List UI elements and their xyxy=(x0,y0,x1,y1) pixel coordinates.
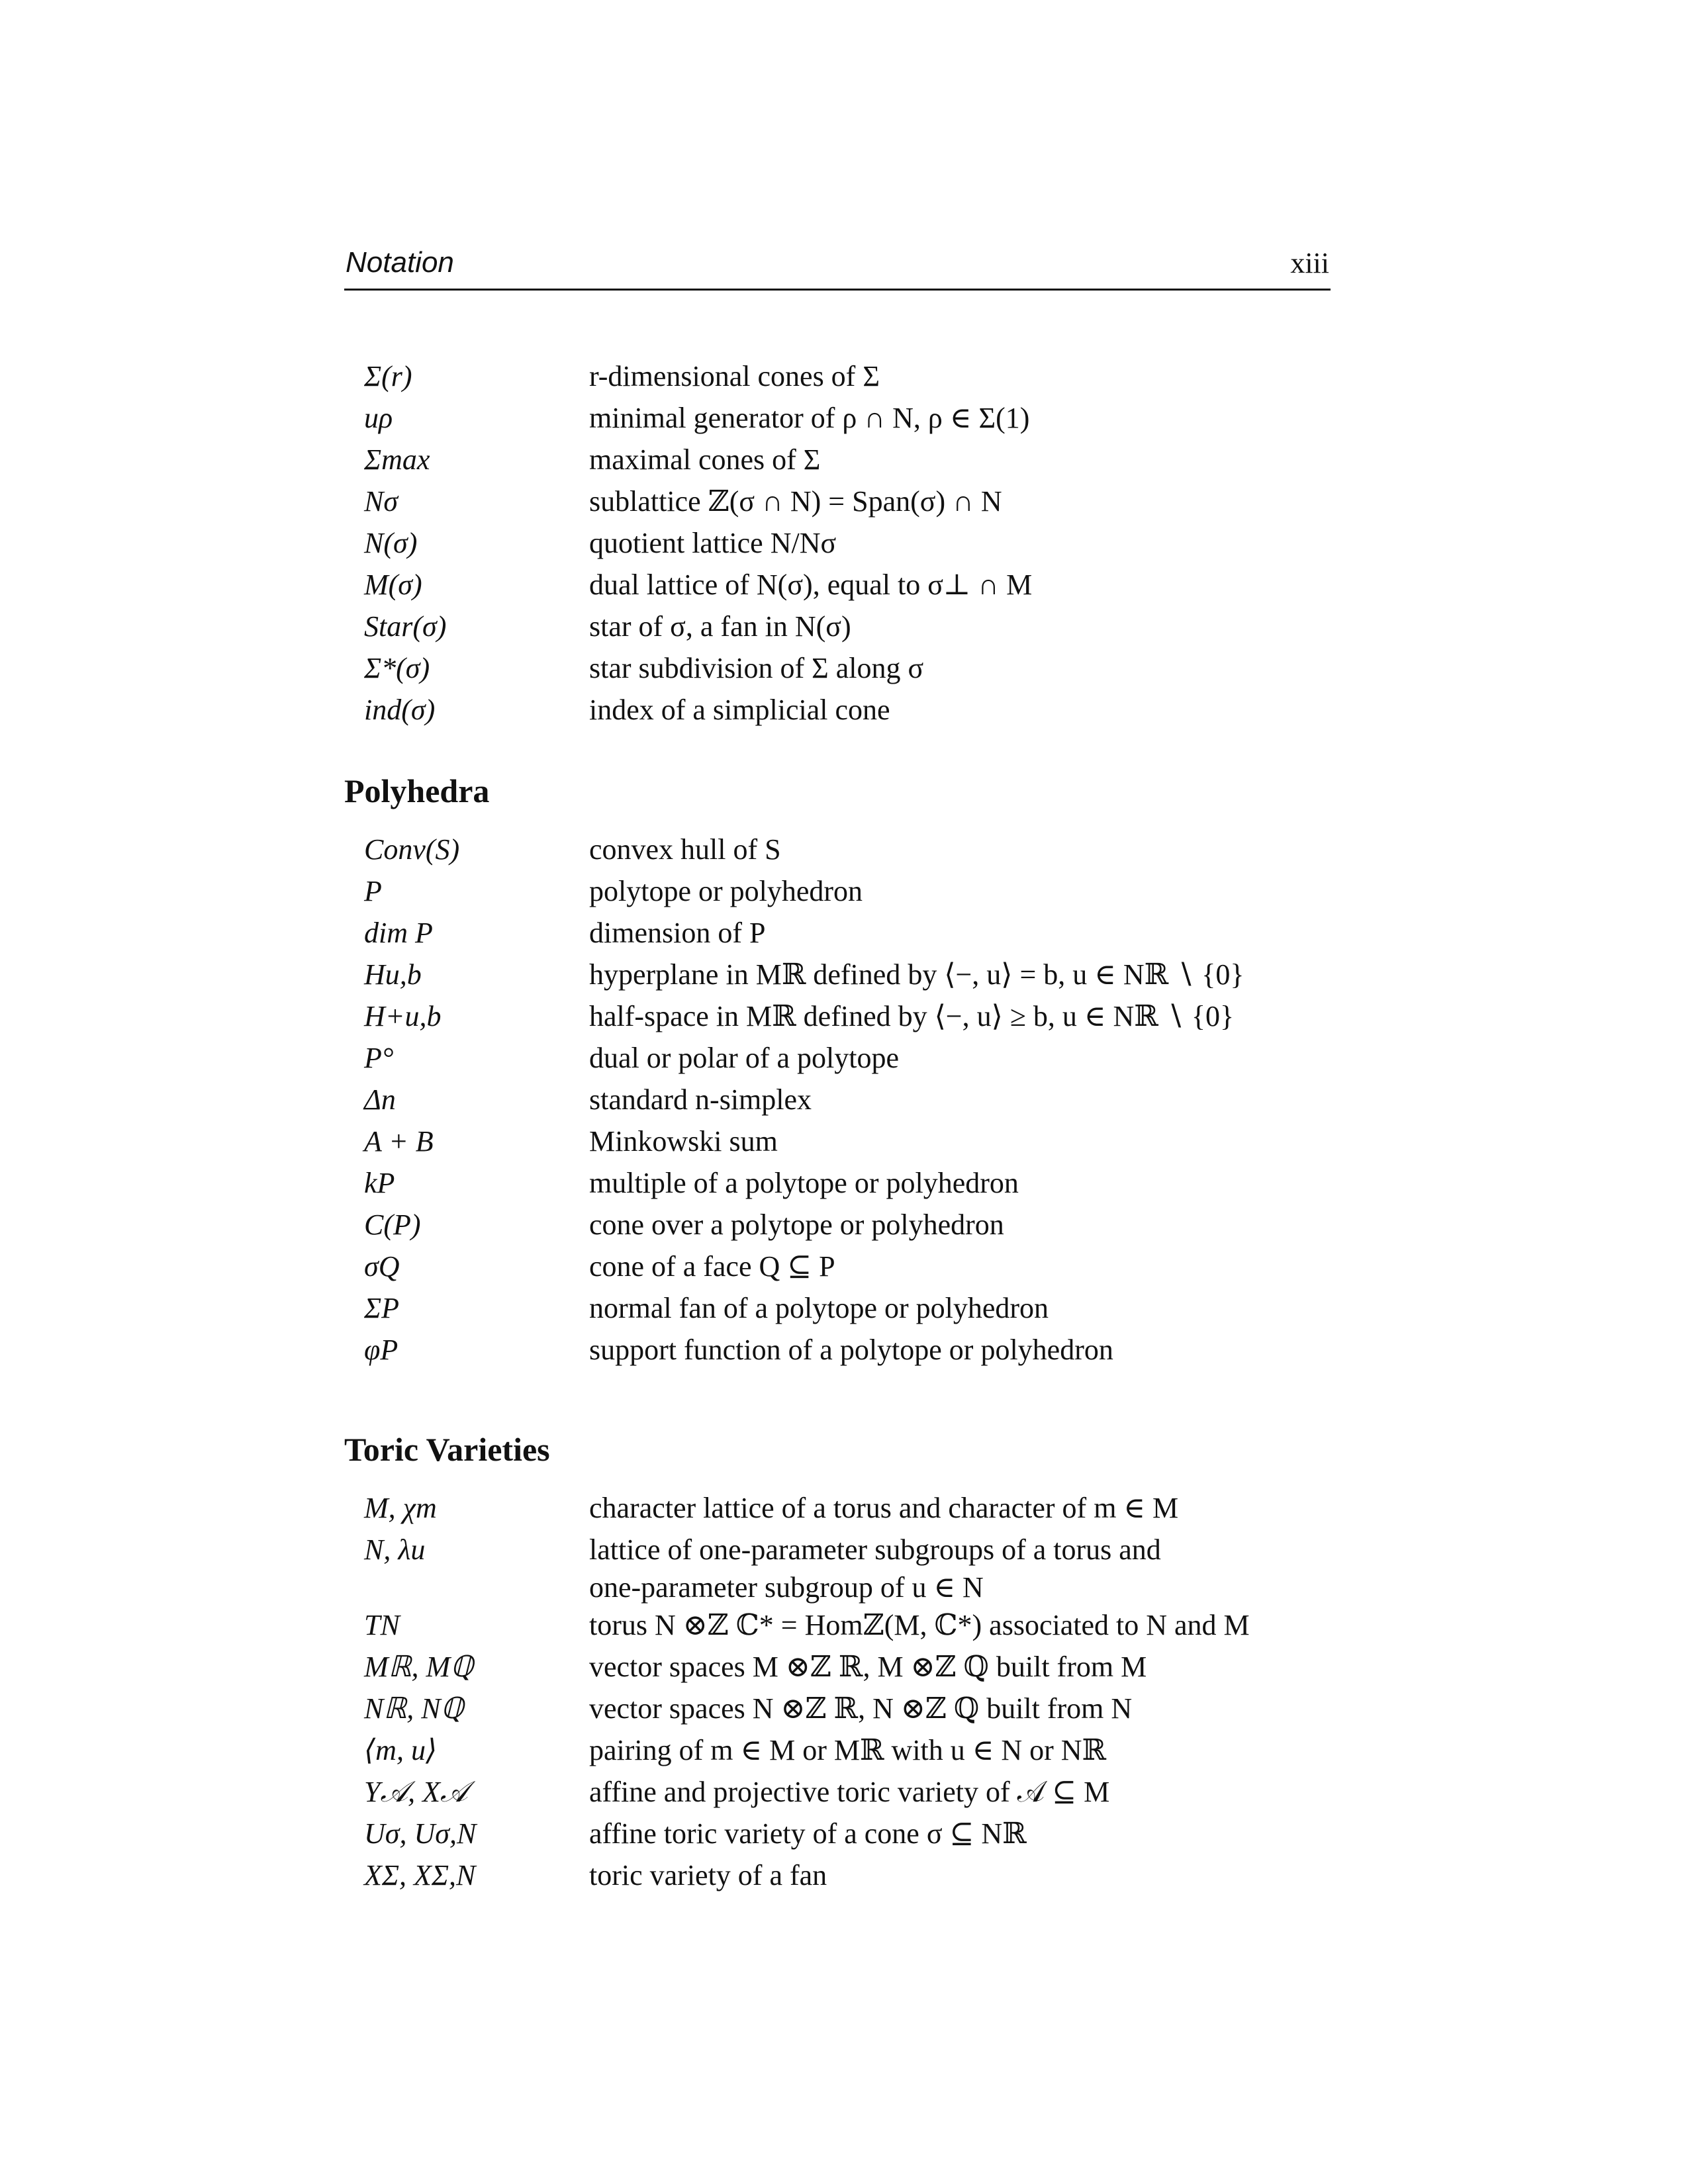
notation-description: normal fan of a polytope or polyhedron xyxy=(589,1292,1049,1324)
notation-symbol: Y𝒜, X𝒜 xyxy=(364,1776,468,1808)
notation-description: quotient lattice N/Nσ xyxy=(589,527,837,559)
notation-entry xyxy=(344,441,1377,482)
notation-entry xyxy=(344,691,1377,733)
notation-description: dual or polar of a polytope xyxy=(589,1042,899,1074)
notation-symbol: Mℝ, Mℚ xyxy=(364,1651,473,1683)
notation-symbol: Uσ, Uσ,N xyxy=(364,1817,477,1850)
notation-description: dual lattice of N(σ), equal to σ⊥ ∩ M xyxy=(589,569,1033,601)
notation-symbol: C(P) xyxy=(364,1208,421,1241)
notation-description: hyperplane in Mℝ defined by ⟨−, u⟩ = b, u ∈ Nℝ ∖ {0} xyxy=(589,958,1244,991)
notation-entry xyxy=(344,1690,1377,1731)
notation-symbol: kP xyxy=(364,1167,395,1199)
notation-description: polytope or polyhedron xyxy=(589,875,863,907)
notation-symbol: P° xyxy=(364,1042,394,1074)
notation-description: Minkowski sum xyxy=(589,1125,778,1158)
notation-entry xyxy=(344,1248,1377,1289)
section-heading: Toric Varieties xyxy=(344,1431,550,1468)
notation-symbol: Σ*(σ) xyxy=(364,652,430,684)
notation-entry xyxy=(344,1648,1377,1690)
notation-description: sublattice ℤ(σ ∩ N) = Span(σ) ∩ N xyxy=(589,485,1002,518)
notation-symbol: Conv(S) xyxy=(364,833,460,866)
notation-description: affine and projective toric variety of 𝒜 ⊆ M xyxy=(589,1776,1110,1808)
notation-description: r-dimensional cones of Σ xyxy=(589,360,880,392)
notation-entry xyxy=(344,1531,1377,1606)
notation-description: character lattice of a torus and character of m ∈ M xyxy=(589,1492,1179,1524)
notation-description: multiple of a polytope or polyhedron xyxy=(589,1167,1019,1199)
notation-symbol: dim P xyxy=(364,917,433,949)
notation-symbol: Δn xyxy=(364,1083,396,1116)
notation-entry xyxy=(344,1815,1377,1856)
notation-group-fans xyxy=(344,357,1377,733)
notation-entry xyxy=(344,524,1377,566)
notation-symbol: P xyxy=(364,875,382,907)
notation-entry xyxy=(344,997,1377,1039)
notation-symbol: N, λu xyxy=(364,1533,426,1566)
notation-symbol: Nℝ, Nℚ xyxy=(364,1692,464,1725)
notation-symbol: uρ xyxy=(364,402,393,434)
notation-entry xyxy=(344,872,1377,914)
notation-symbol: Star(σ) xyxy=(364,610,447,643)
notation-symbol: M, χm xyxy=(364,1492,437,1524)
notation-entry xyxy=(344,1206,1377,1248)
notation-entry xyxy=(344,1164,1377,1206)
notation-symbol: ⟨m, u⟩ xyxy=(364,1734,438,1766)
notation-description: vector spaces N ⊗ℤ ℝ, N ⊗ℤ ℚ built from N xyxy=(589,1692,1133,1725)
notation-description: index of a simplicial cone xyxy=(589,694,890,726)
notation-description: support function of a polytope or polyhedron xyxy=(589,1334,1113,1366)
notation-symbol: ind(σ) xyxy=(364,694,436,726)
notation-entry xyxy=(344,608,1377,649)
notation-symbol: M(σ) xyxy=(364,569,422,601)
notation-description: cone of a face Q ⊆ P xyxy=(589,1250,835,1283)
notation-description: affine toric variety of a cone σ ⊆ Nℝ xyxy=(589,1817,1027,1850)
notation-symbol: XΣ, XΣ,N xyxy=(364,1859,476,1891)
notation-entry xyxy=(344,831,1377,872)
notation-description: star of σ, a fan in N(σ) xyxy=(589,610,851,643)
notation-description: half-space in Mℝ defined by ⟨−, u⟩ ≥ b, u ∈ Nℝ ∖ {0} xyxy=(589,1000,1235,1032)
notation-entry xyxy=(344,649,1377,691)
notation-group-polyhedra xyxy=(344,771,1377,1373)
notation-entry xyxy=(344,1289,1377,1331)
notation-description: toric variety of a fan xyxy=(589,1859,827,1891)
notation-description-line: one-parameter subgroup of u ∈ N xyxy=(589,1571,984,1604)
notation-symbol: Hu,b xyxy=(364,958,422,991)
notation-description: star subdivision of Σ along σ xyxy=(589,652,924,684)
notation-entry xyxy=(344,1331,1377,1373)
notation-symbol: φP xyxy=(364,1334,399,1366)
notation-entry xyxy=(344,1081,1377,1122)
notation-description: dimension of P xyxy=(589,917,766,949)
notation-description: maximal cones of Σ xyxy=(589,443,821,476)
running-header xyxy=(344,246,1331,291)
notation-group-toric-varieties xyxy=(344,1430,1377,1898)
notation-entry xyxy=(344,1731,1377,1773)
notation-symbol: H+u,b xyxy=(364,1000,442,1032)
notation-description-line: lattice of one-parameter subgroups of a torus and xyxy=(589,1533,1161,1566)
notation-entry xyxy=(344,956,1377,997)
notation-entry xyxy=(344,914,1377,956)
notation-entry xyxy=(344,1039,1377,1081)
notation-symbol: Σmax xyxy=(364,443,430,476)
notation-description: convex hull of S xyxy=(589,833,781,866)
notation-entry xyxy=(344,566,1377,608)
page-number: xiii xyxy=(1290,247,1329,279)
notation-entry xyxy=(344,482,1377,524)
notation-entry xyxy=(344,1122,1377,1164)
notation-symbol: σQ xyxy=(364,1250,400,1283)
notation-symbol: A + B xyxy=(364,1125,434,1158)
notation-description: pairing of m ∈ M or Mℝ with u ∈ N or Nℝ xyxy=(589,1734,1107,1766)
notation-description: standard n-simplex xyxy=(589,1083,812,1116)
notation-entry xyxy=(344,1489,1377,1531)
notation-entry xyxy=(344,1606,1377,1648)
notation-description: minimal generator of ρ ∩ N, ρ ∈ Σ(1) xyxy=(589,402,1030,434)
notation-description: torus N ⊗ℤ ℂ* = Homℤ(M, ℂ*) associated to N and M xyxy=(589,1609,1250,1641)
notation-symbol: Σ(r) xyxy=(364,360,412,392)
notation-description xyxy=(589,1531,1377,1606)
notation-symbol: ΣP xyxy=(364,1292,400,1324)
notation-symbol: Nσ xyxy=(364,485,399,518)
notation-description: cone over a polytope or polyhedron xyxy=(589,1208,1004,1241)
section-heading: Polyhedra xyxy=(344,772,490,809)
section-name: Notation xyxy=(346,246,454,279)
notation-entry xyxy=(344,357,1377,399)
notation-symbol: N(σ) xyxy=(364,527,418,559)
notation-entry xyxy=(344,399,1377,441)
notation-entry xyxy=(344,1856,1377,1898)
notation-entry xyxy=(344,1773,1377,1815)
notation-symbol: TN xyxy=(364,1609,400,1641)
notation-description: vector spaces M ⊗ℤ ℝ, M ⊗ℤ ℚ built from M xyxy=(589,1651,1147,1683)
